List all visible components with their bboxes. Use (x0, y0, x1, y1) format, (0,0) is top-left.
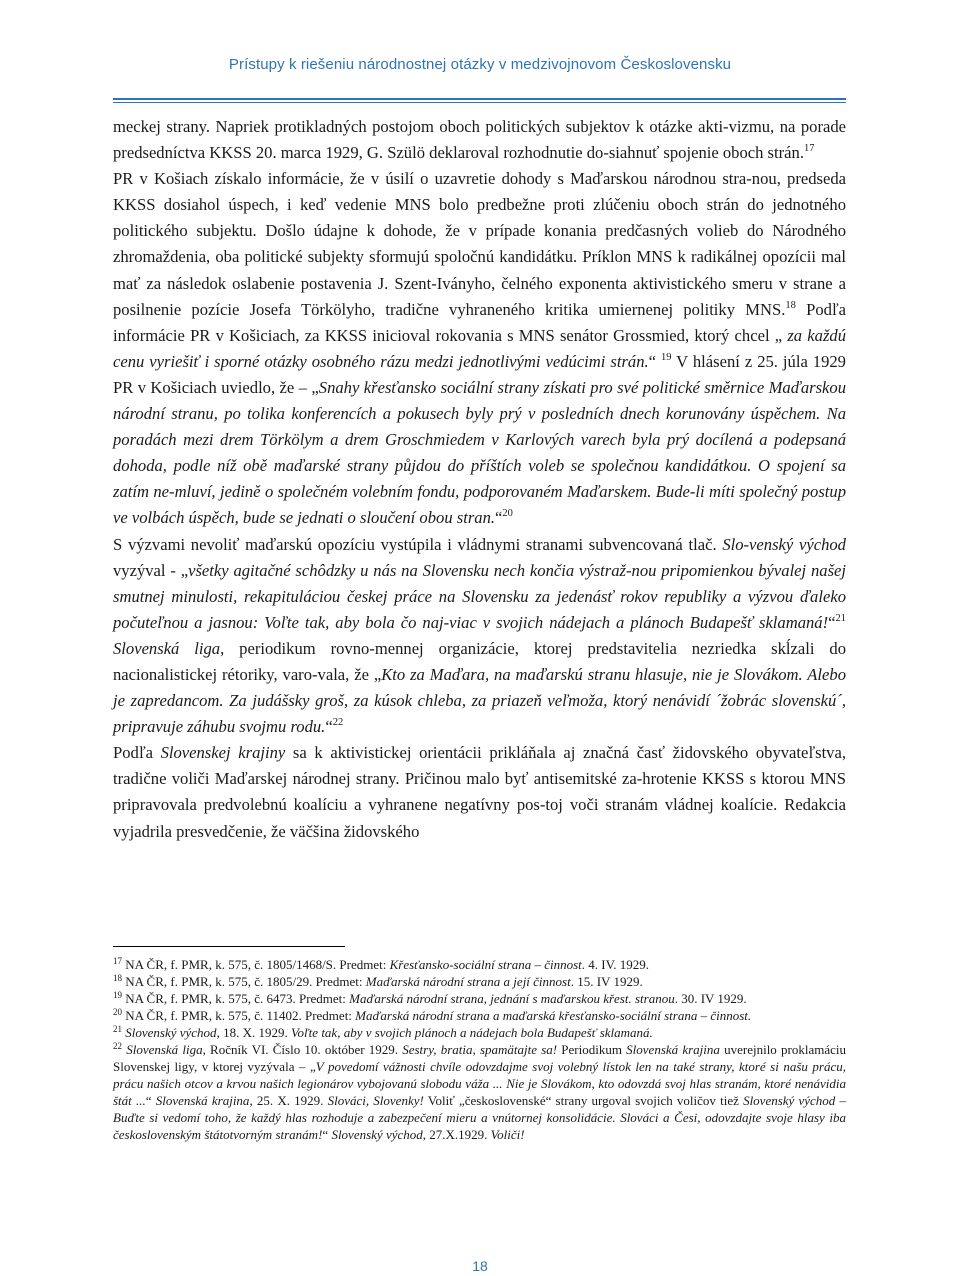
footnote-ref: 19 (661, 351, 672, 363)
text-run: V hlásení z 25. júla 1929 PR v Košiciach uviedlo, že – „ (113, 351, 846, 397)
footnote-ref: 17 (803, 143, 815, 155)
text-run: Periodikum (557, 1042, 627, 1057)
italic-text: Slovenskej krajiny (160, 743, 286, 763)
italic-text: Snahy křesťansko sociální strany získati pro své politické směrnice Maďarskou národní stranu, po tolika konferencích a pokusech byly prý v posledních dnech korunovány úspěchem. Na poradách mezi drem Törkölym a drem Groschmiedem v Karlových varech byla prý docílená a podepsaná dohoda, podle níž obě maďarské strany půjdou do příštích voleb se společnou kandidátkou. O spojení sa zatím ne-mluví, jedině o společném volebním fondu, podporovaném Maďarskem. Bude-li míti společný postup ve volbách úspěch, bude se jednati o sloučení obou stran. (113, 377, 846, 528)
italic-text: Maďarská národní strana a její činnost (365, 974, 571, 989)
footnote-number: 17 (113, 956, 122, 966)
footnote (113, 990, 846, 1007)
text-run: . 30. IV 1929. (674, 991, 747, 1006)
header-rule-thin (113, 102, 846, 103)
page-number: 18 (472, 1258, 488, 1274)
text-run: meckej strany. Napriek protikladných postojom oboch politických subjektov k otázke akti-vizmu, na porade predsedníctva KKSS 20. marca 1929, G. Szülö deklaroval rozhodnutie do-siahnuť spojenie oboch strán. (113, 117, 846, 163)
italic-text: za každú cenu vyriešiť i sporné otázky osobného rázu medzi jednotlivými vedúcimi strán. (113, 325, 846, 371)
italic-text: Voľte tak, aby v svojich plánoch a nádejach bola Budapešť sklamaná. (290, 1025, 653, 1040)
footnotes (113, 956, 846, 1143)
running-header: Prístupy k riešeniu národnostnej otázky v medzivojnovom Československu (228, 56, 732, 73)
italic-text: Maďarská národní strana a maďarská křesťansko-sociální strana – činnost. (355, 1008, 752, 1023)
footnote (113, 1041, 846, 1143)
italic-text: Slo-venský východ (722, 534, 846, 554)
text-run: sa k aktivistickej orientácii prikláňala aj značná časť židovského obyvateľstva, tradične voliči Maďarskej národnej strany. Pričinou malo byť antisemitské za-hrotenie KKSS s ktorou MNS pripravovala predvolebnú koalíciu a vyhranene negatívny pos-toj voči stranám vládnej koalície. Redakcia vyjadrila presvedčenie, že väčšina židovského (113, 743, 846, 841)
text-run: uverejnilo proklamáciu Slovenskej ligy, v ktorej vyzývala – „ (113, 1042, 846, 1074)
italic-text: Slovenská liga (113, 638, 221, 658)
italic-text: Slovenská liga (126, 1042, 203, 1057)
text-run: Podľa informácie PR v Košiciach, za KKSS inicioval rokovania s MNS senátor Grossmied, ktorý chcel „ (113, 299, 847, 345)
text-run: “ (495, 508, 503, 528)
italic-text: Slovenský východ (125, 1025, 217, 1040)
text-run: PR v Košiach získalo informácie, že v úsilí o uzavretie dohody s Maďarskou národnou stra-nou, predseda KKSS dosiahol úspech, i keď vedenie MNS bolo predbežne proti zlúčeniu oboch strán do jednotného politického subjektu. Došlo údajne k dohode, že v prípade konania predčasných volieb do Národného zhromaždenia, oba politické subjekty sformujú spoločnú kandidátku. Príklon MNS k radikálnej opozícii mal mať za následok oslabenie postavenia J. Szent-Iványho, čelného exponenta aktivistického smeru v strane a posilnenie pozície Josefa Törkölyho, tradične vyhraneného kritika umiernenej politiky MNS. (113, 169, 846, 319)
text-run: Voliť „československé“ strany urgoval svojich voličov tiež (423, 1093, 744, 1108)
italic-text: Sestry, bratia, spamätajte sa! (402, 1042, 558, 1057)
italic-text: všetky agitačné schôdzky u nás na Slovensku nech končia výstraž-nou pripomienkou bývalej našej smutnej minulosti, rekapituláciou českej práce na Slovensku za jedenásť rokov republiky a výzvou ďaleko počuteľnou a jasnou: Voľte tak, aby bola čo naj-viac v svojich nádejach a plánoch Budapešť sklamaná! (113, 560, 847, 632)
italic-text: Slovenská krajina (155, 1093, 250, 1108)
footnote-ref: 22 (332, 717, 344, 729)
footnote (113, 973, 846, 990)
text-run: NA ČR, f. PMR, k. 575, č. 1805/1468/S. Predmet: (125, 957, 390, 972)
body-text (113, 114, 846, 845)
text-run: “ (325, 717, 333, 737)
text-run: S výzvami nevoliť maďarskú opozíciu vystúpila i vládnymi stranami subvencovaná tlač. (113, 534, 723, 554)
text-run: NA ČR, f. PMR, k. 575, č. 6473. Predmet: (125, 991, 350, 1006)
text-run: , periodikum rovno-mennej organizácie, ktorej predstavitelia nezriedka skĺzali do nacionalistickej rétoriky, varo-vala, že „ (113, 638, 846, 684)
italic-text: Slovenská krajina (626, 1042, 720, 1057)
footnote-number: 22 (113, 1041, 122, 1051)
text-run: “ (322, 1127, 332, 1142)
italic-text: Voliči! (490, 1127, 525, 1142)
italic-text: Křesťansko-sociální strana – činnost (389, 957, 582, 972)
text-run: , 27.X.1929. (422, 1127, 491, 1142)
footnote-number: 18 (113, 973, 122, 983)
paragraph (113, 114, 846, 166)
paragraph (113, 740, 846, 844)
footnote (113, 1024, 846, 1041)
footnote-separator (113, 946, 345, 947)
text-run: “ (648, 351, 661, 371)
text-run: “ (145, 1093, 156, 1108)
footnote-ref: 21 (835, 612, 846, 624)
footnote (113, 1007, 846, 1024)
text-run: , Ročník VI. Číslo 10. október 1929. (202, 1042, 403, 1057)
italic-text: Slovenský východ (331, 1127, 423, 1142)
italic-text: Slováci, Slovenky! (327, 1093, 424, 1108)
text-run: “ (828, 612, 836, 632)
paragraph (113, 532, 846, 741)
italic-text: Slovenský východ – Buďte si vedomí toho, že každý hlas rozhoduje a zabezpečení mieru a vnútornej konsolidácie. Slováci a Česi, odovzdajte svoje hlasy iba československým štátotvorným stranám! (113, 1093, 847, 1142)
text-run: , 25. X. 1929. (249, 1093, 328, 1108)
italic-text: Maďarská národní strana, jednání s maďarskou křest. stranou (349, 991, 675, 1006)
text-run: . 4. IV. 1929. (581, 957, 650, 972)
text-run: vyzýval - „ (113, 560, 189, 580)
footnote-ref: 18 (785, 299, 796, 311)
footnote (113, 956, 846, 973)
footnote-number: 21 (113, 1024, 122, 1034)
text-run: NA ČR, f. PMR, k. 575, č. 1805/29. Predmet: (125, 974, 366, 989)
footnote-ref: 20 (502, 508, 513, 520)
paragraph (113, 166, 846, 531)
italic-text: Kto za Maďara, na maďarskú stranu hlasuje, nie je Slovákom. Alebo je zapredancom. Za judášsky groš, za kúsok chleba, za priazeň veľmoža, ktorý nenávidí ´žobrác slovenskú´, pripravuje záhubu svojmu rodu. (113, 664, 846, 737)
footnote-number: 19 (113, 990, 122, 1000)
footnote-number: 20 (113, 1007, 122, 1017)
text-run: Podľa (113, 743, 161, 763)
text-run: , 18. X. 1929. (216, 1025, 291, 1040)
header-rule (113, 98, 846, 100)
text-run: NA ČR, f. PMR, k. 575, č. 11402. Predmet: (125, 1008, 356, 1023)
italic-text: V povedomí vážnosti chvíle odovzdajme svoj volebný lístok len na také strany, ktoré si našu prácu, prácu našich otcov a krvou našich legionárov vybojovanú slobodu váža ... Nie je Slovákom, kto odovzdá svoj hlas stranám, ktoré nenávidia štát ... (113, 1059, 847, 1108)
text-run: . 15. IV 1929. (570, 974, 643, 989)
